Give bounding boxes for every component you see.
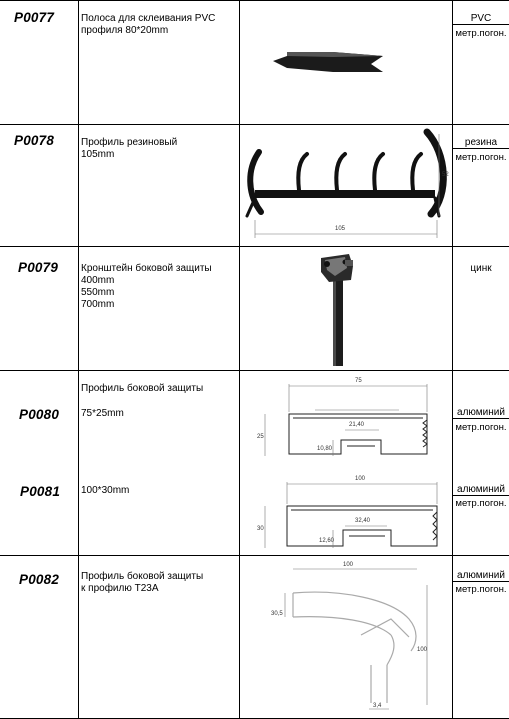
dimension-label: 100 [417,647,428,653]
description-line: 550mm [81,287,115,298]
product-material: алюминий [453,407,509,419]
profile-100-image [241,370,452,555]
column-divider [452,0,453,719]
product-code: P0079 [18,260,59,275]
dimension-label: 100 [343,562,354,568]
product-material: цинк [470,263,492,274]
product-description [81,263,212,311]
strip-image [241,0,452,124]
product-description [81,13,215,37]
dimension-label: 52 [442,172,449,178]
product-material: алюминий [453,570,509,582]
dimension-label: 75 [355,378,362,384]
product-unit: метр.погон. [455,498,507,509]
description-line: Полоса для склеивания PVC [81,13,216,24]
dimension-label: 3,4 [373,703,382,709]
column-divider [239,0,240,719]
description-line: профиля 80*20mm [81,25,169,36]
dimension-label: 32,40 [355,518,371,524]
dimension-label: 105 [335,226,346,232]
rubber-profile-image [241,124,452,246]
dimension-label: 25 [257,434,264,440]
product-unit: метр.погон. [455,152,507,163]
product-size: 100*30mm [81,485,130,496]
description-line: 700mm [81,299,115,310]
product-description [81,137,177,161]
product-unit: метр.погон. [455,422,507,433]
product-material: резина [453,137,509,149]
product-code: P0078 [14,133,55,148]
product-code: P0081 [20,484,61,499]
column-divider [78,0,79,719]
dimension-label: 12,60 [319,538,335,544]
description-line: к профилю T23A [81,583,159,594]
product-material: PVC [453,13,509,25]
dimension-label: 100 [355,476,366,482]
product-code: P0082 [19,572,60,587]
bracket-image [241,246,452,370]
corner-profile-image [241,555,452,718]
description-line: Профиль резиновый [81,137,178,148]
description-line: Профиль боковой защиты [81,571,204,582]
product-size: 75*25mm [81,408,124,419]
product-unit: метр.погон. [455,584,507,595]
product-description [81,571,203,595]
dimension-label: 21,40 [349,422,365,428]
description-line: 400mm [81,275,115,286]
dimension-label: 10,80 [317,446,333,452]
dimension-label: 30 [257,526,264,532]
product-code: P0077 [14,10,55,25]
product-material: алюминий [453,484,509,496]
description-line: 105mm [81,149,115,160]
product-description [81,383,203,395]
product-unit: метр.погон. [455,28,507,39]
description-line: Кронштейн боковой защиты [81,263,212,274]
product-code: P0080 [19,407,60,422]
dimension-label: 30,5 [271,611,283,617]
description-line: Профиль боковой защиты [81,383,204,394]
